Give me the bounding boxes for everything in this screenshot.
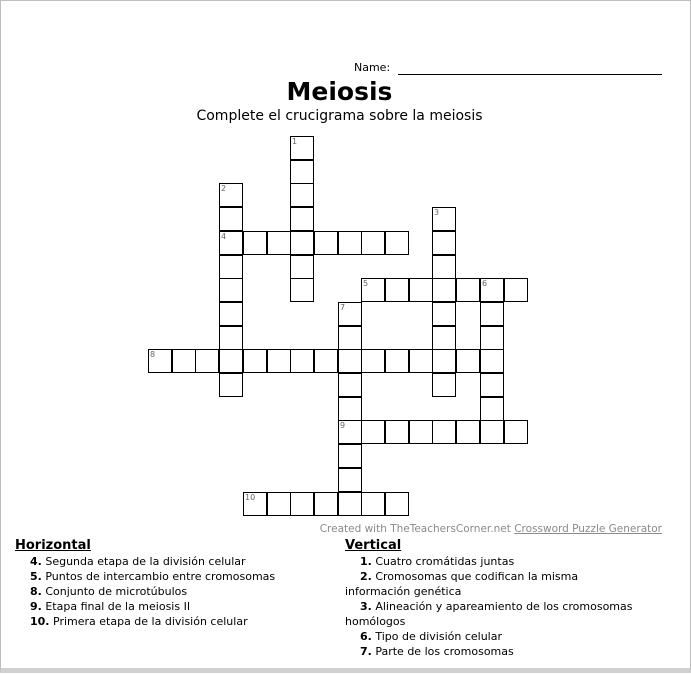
crossword-cell[interactable] [456,420,480,444]
crossword-cell[interactable] [385,349,409,373]
crossword-cell[interactable] [432,278,456,302]
clue-number: 10 [245,493,256,502]
crossword-cell[interactable] [432,326,456,350]
crossword-cell[interactable] [314,492,338,516]
clue-item: 7. Parte de los cromosomas [360,645,514,658]
vertical-clues [345,538,665,659]
crossword-cell[interactable] [314,231,338,255]
clue-number: 9 [340,421,346,430]
clue-number: 5 [363,279,369,288]
clue-number: 8 [150,350,156,359]
clue-item: 8. Conjunto de microtúbulos [30,585,188,598]
crossword-cell[interactable] [267,492,291,516]
crossword-cell[interactable] [338,468,362,492]
crossword-cell[interactable] [219,207,243,231]
crossword-cell[interactable] [219,278,243,302]
crossword-cell[interactable] [409,278,433,302]
crossword-cell[interactable] [361,231,385,255]
crossword-cell[interactable] [361,349,385,373]
crossword-cell[interactable] [290,492,314,516]
crossword-cell[interactable] [219,302,243,326]
crossword-cell[interactable] [314,349,338,373]
clue-item: 1. Cuatro cromátidas juntas [360,555,515,568]
clue-number: 7 [340,303,346,312]
crossword-cell[interactable] [432,231,456,255]
credit-line [320,523,662,535]
crossword-cell[interactable] [480,373,504,397]
clue-number: 4 [221,232,227,241]
clue-number: 6 [482,279,488,288]
vertical-heading: Vertical [345,538,402,553]
clue-item: 9. Etapa final de la meiosis II [30,600,191,613]
crossword-cell[interactable] [409,349,433,373]
clue-item: 4. Segunda etapa de la división celular [30,555,246,568]
crossword-cell[interactable] [219,349,243,373]
crossword-cell[interactable] [409,420,433,444]
crossword-cell[interactable] [385,420,409,444]
credit-prefix: Created with TheTeachersCorner.net [319,523,511,535]
crossword-cell[interactable] [480,326,504,350]
crossword-cell[interactable] [338,492,362,516]
crossword-cell[interactable] [219,255,243,279]
name-label: Name: [354,61,391,74]
crossword-cell[interactable] [290,231,314,255]
crossword-cell[interactable] [267,349,291,373]
crossword-cell[interactable] [338,397,362,421]
clue-item: 5. Puntos de intercambio entre cromosomas [30,570,276,583]
crossword-cell[interactable] [338,444,362,468]
crossword-cell[interactable] [456,278,480,302]
crossword-cell[interactable] [338,231,362,255]
crossword-cell[interactable] [338,326,362,350]
clue-number: 3 [434,208,440,217]
crossword-cell[interactable] [432,302,456,326]
crossword-cell[interactable] [290,207,314,231]
crossword-cell[interactable] [432,255,456,279]
clue-item: 10. Primera etapa de la división celular [30,615,248,628]
crossword-cell[interactable] [243,231,267,255]
generator-link[interactable]: Crossword Puzzle Generator [514,523,662,535]
crossword-cell[interactable] [172,349,196,373]
crossword-cell[interactable] [504,420,528,444]
crossword-cell[interactable] [432,373,456,397]
crossword-cell[interactable] [361,420,385,444]
name-line[interactable] [398,74,662,75]
crossword-cell[interactable] [338,373,362,397]
crossword-cell[interactable] [338,349,362,373]
crossword-cell[interactable] [290,278,314,302]
crossword-cell[interactable] [267,231,291,255]
crossword-cell[interactable] [219,373,243,397]
crossword-cell[interactable] [456,349,480,373]
crossword-cell[interactable] [480,397,504,421]
clue-item: 2. Cromosomas que codifican la misma información genética [345,570,579,598]
crossword-cell[interactable] [243,349,267,373]
crossword-cell[interactable] [290,255,314,279]
crossword-cell[interactable] [195,349,219,373]
clue-number: 1 [292,137,298,146]
crossword-cell[interactable] [219,326,243,350]
crossword-cell[interactable] [432,420,456,444]
clue-item: 6. Tipo de división celular [360,630,502,643]
page-title: Meiosis [286,77,393,106]
clue-number: 2 [221,184,227,193]
crossword-cell[interactable] [480,349,504,373]
page-subtitle: Complete el crucigrama sobre la meiosis [196,108,483,124]
horizontal-heading: Horizontal [15,538,91,553]
crossword-cell[interactable] [290,160,314,184]
crossword-cell[interactable] [480,302,504,326]
crossword-cell[interactable] [504,278,528,302]
crossword-cell[interactable] [361,492,385,516]
crossword-cell[interactable] [432,349,456,373]
crossword-cell[interactable] [290,183,314,207]
crossword-cell[interactable] [385,278,409,302]
crossword-cell[interactable] [385,231,409,255]
horizontal-clues [15,538,325,629]
crossword-cell[interactable] [480,420,504,444]
crossword-cell[interactable] [385,492,409,516]
clue-item: 3. Alineación y apareamiento de los cromosomas homólogos [345,600,633,628]
crossword-cell[interactable] [290,349,314,373]
